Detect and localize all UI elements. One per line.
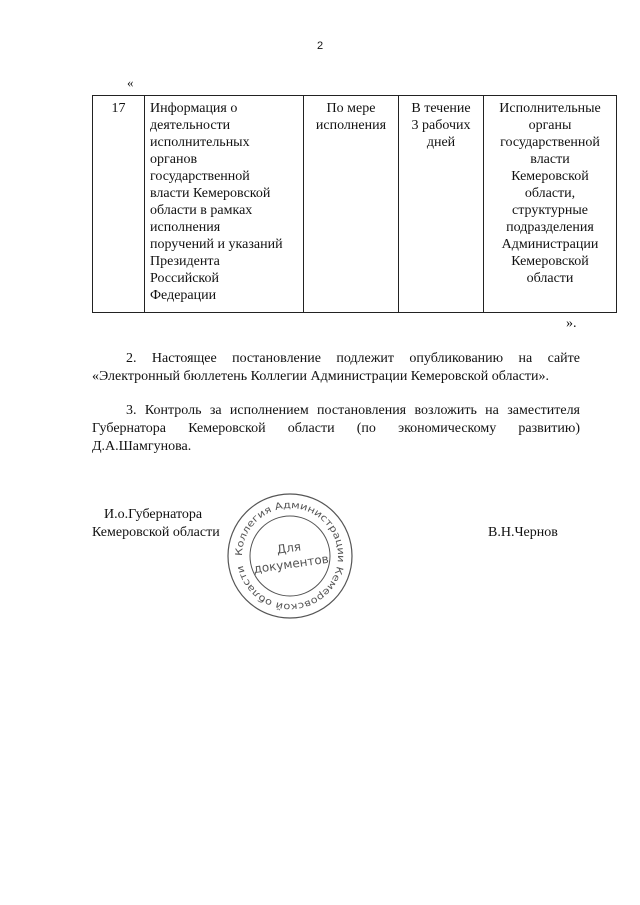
- stamp-outer-ring: [228, 494, 352, 618]
- info-cell: [145, 96, 304, 313]
- info-line: исполнительных: [150, 135, 250, 150]
- responsible-line: Исполнительные: [499, 101, 601, 116]
- deadline-line: В течение: [411, 101, 471, 116]
- paragraph-control: 3. Контроль за исполнением постановления возложить на заместителя Губернатора Кемеровской области (по экономическому развитию) Д.А.Шамгунова.: [92, 403, 580, 454]
- close-quote: ».: [566, 316, 577, 331]
- info-line: Информация о: [150, 101, 238, 116]
- period-line: исполнения: [315, 118, 387, 133]
- signatory-organization: Кемеровской области: [92, 525, 220, 540]
- period-line: По мере: [326, 101, 376, 116]
- responsible-line: области,: [524, 186, 576, 201]
- paragraph-publication: 2. Настоящее постановление подлежит опубликованию на сайте «Электронный бюллетень Коллегии Администрации Кемеровской области».: [92, 351, 580, 384]
- responsible-line: структурные: [512, 203, 588, 218]
- responsible-line: органы: [528, 118, 572, 133]
- responsible-cell: [484, 96, 617, 313]
- signatory-title: И.о.Губернатора: [104, 507, 203, 522]
- info-line: Федерации: [150, 288, 217, 303]
- stamp-center-line1: Для: [275, 539, 302, 557]
- signatory-name: В.Н.Чернов: [488, 525, 558, 540]
- period-cell: [304, 96, 399, 313]
- responsible-line: подразделения: [506, 220, 594, 235]
- official-stamp: [226, 492, 354, 620]
- page-number: 2: [316, 40, 324, 52]
- info-line: государственной: [150, 169, 250, 184]
- info-line: власти Кемеровской: [150, 186, 271, 201]
- row-number: 17: [111, 101, 126, 116]
- info-line: области в рамках: [150, 203, 253, 218]
- info-line: деятельности: [150, 118, 231, 133]
- info-line: органов: [150, 152, 198, 167]
- responsible-line: власти: [530, 152, 570, 167]
- row-number-cell: [93, 96, 145, 313]
- deadline-cell: [399, 96, 484, 313]
- deadline-line: 3 рабочих: [411, 118, 471, 133]
- responsible-line: Кемеровской: [511, 254, 589, 269]
- schedule-table: [92, 95, 617, 313]
- stamp-center-line2: документов: [252, 551, 330, 577]
- responsible-line: Администрации: [501, 237, 599, 252]
- deadline-line: дней: [426, 135, 456, 150]
- info-line: исполнения: [150, 220, 221, 235]
- info-line: Российской: [150, 271, 219, 286]
- info-line: поручений и указаний: [150, 237, 283, 252]
- info-line: Президента: [150, 254, 220, 269]
- responsible-line: государственной: [500, 135, 600, 150]
- table-row: [93, 96, 617, 313]
- open-quote: «: [127, 75, 134, 90]
- stamp-ring-text: Коллегия Администрации Кемеровской области: [233, 499, 347, 613]
- responsible-line: области: [526, 271, 574, 286]
- responsible-line: Кемеровской: [511, 169, 589, 184]
